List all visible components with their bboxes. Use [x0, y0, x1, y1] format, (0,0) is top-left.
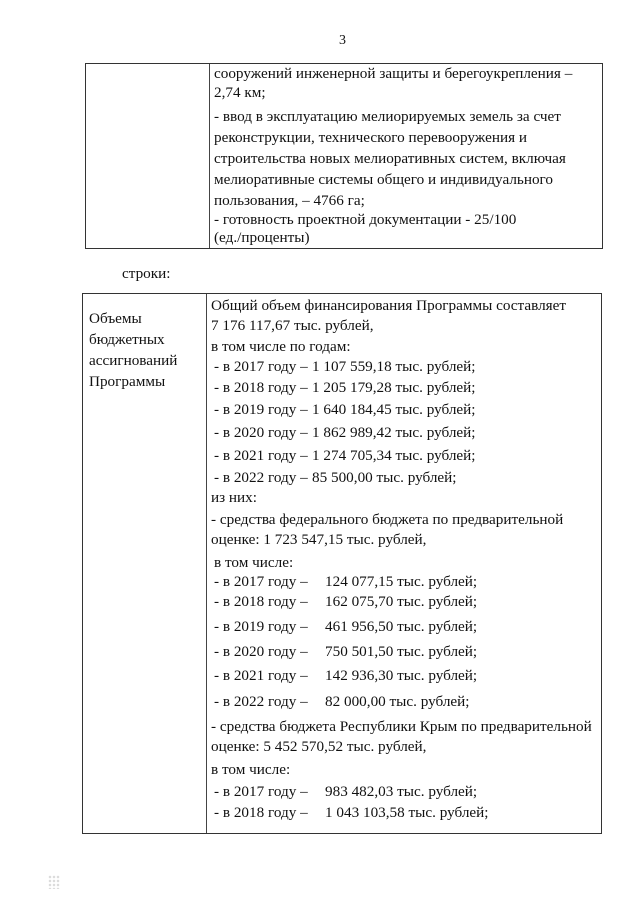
year-amount: 983 482,03 тыс. рублей;: [325, 783, 478, 800]
text-line: (ед./проценты): [214, 229, 310, 246]
federal-year-row: [214, 573, 477, 591]
year-label: - в 2020 году –: [214, 643, 308, 660]
scan-noise: [48, 875, 60, 889]
year-row: [214, 424, 476, 442]
year-amount: 1 107 559,18 тыс. рублей;: [312, 358, 476, 375]
year-label: - в 2020 году –: [214, 424, 308, 441]
table-left-cell-empty: [86, 64, 210, 248]
text-line: строительства новых мелиоративных систем, включая: [214, 150, 566, 167]
text-line: мелиоративные системы общего и индивидуального: [214, 171, 553, 188]
of-them-label: из них:: [211, 489, 257, 506]
table-budget-allocations: [82, 293, 602, 834]
year-label: - в 2018 году –: [214, 593, 308, 610]
row-label-line: ассигнований: [89, 352, 178, 369]
federal-year-row: [214, 643, 477, 661]
year-amount: 142 936,30 тыс. рублей;: [325, 667, 478, 684]
table-right-cell: [207, 294, 601, 833]
table-right-cell: [210, 64, 602, 248]
crimea-year-row: [214, 783, 477, 801]
row-label-line: Объемы: [89, 310, 142, 327]
year-label: - в 2018 году –: [214, 379, 308, 396]
intro-line: Общий объем финансирования Программы составляет: [211, 297, 567, 314]
intro-line: в том числе по годам:: [211, 338, 351, 355]
year-amount: 162 075,70 тыс. рублей;: [325, 593, 478, 610]
federal-year-row: [214, 593, 477, 611]
year-label: - в 2018 году –: [214, 804, 308, 821]
year-label: - в 2019 году –: [214, 618, 308, 635]
year-amount: 1 043 103,58 тыс. рублей;: [325, 804, 489, 821]
page-number: 3: [339, 33, 346, 48]
year-amount: 1 862 989,42 тыс. рублей;: [312, 424, 476, 441]
year-label: - в 2021 году –: [214, 447, 308, 464]
intro-line: 7 176 117,67 тыс. рублей,: [211, 317, 374, 334]
year-row: [214, 358, 476, 376]
crimea-line: - средства бюджета Республики Крым по предварительной: [211, 718, 592, 735]
text-line: - готовность проектной документации - 25/100: [214, 211, 517, 228]
year-amount: 124 077,15 тыс. рублей;: [325, 573, 478, 590]
caption-rows: строки:: [122, 265, 171, 282]
crimea-incl-label: в том числе:: [211, 761, 291, 778]
row-label-line: Программы: [89, 373, 166, 390]
year-label: - в 2017 году –: [214, 783, 308, 800]
year-label: - в 2019 году –: [214, 401, 308, 418]
federal-line: оценке: 1 723 547,15 тыс. рублей,: [211, 531, 427, 548]
year-amount: 1 274 705,34 тыс. рублей;: [312, 447, 476, 464]
year-amount: 461 956,50 тыс. рублей;: [325, 618, 478, 635]
federal-year-row: [214, 618, 477, 636]
table-left-cell: [83, 294, 207, 833]
text-line: 2,74 км;: [214, 84, 266, 101]
year-amount: 85 500,00 тыс. рублей;: [312, 469, 457, 486]
year-row: [214, 401, 476, 419]
text-line: - ввод в эксплуатацию мелиорируемых земель за счет: [214, 108, 561, 125]
year-label: - в 2017 году –: [214, 573, 308, 590]
year-amount: 1 640 184,45 тыс. рублей;: [312, 401, 476, 418]
row-label-line: бюджетных: [89, 331, 165, 348]
year-label: - в 2022 году –: [214, 693, 308, 710]
federal-line: - средства федерального бюджета по предварительной: [211, 511, 564, 528]
year-row: [214, 447, 476, 465]
year-label: - в 2017 году –: [214, 358, 308, 375]
text-line: пользования, – 4766 га;: [214, 192, 365, 209]
federal-incl-label: в том числе:: [214, 554, 294, 571]
text-line: сооружений инженерной защиты и берегоукрепления –: [214, 65, 573, 82]
table-continuation: [85, 63, 603, 249]
year-amount: 82 000,00 тыс. рублей;: [325, 693, 470, 710]
crimea-line: оценке: 5 452 570,52 тыс. рублей,: [211, 738, 427, 755]
year-label: - в 2021 году –: [214, 667, 308, 684]
text-line: реконструкции, технического перевооружения и: [214, 129, 527, 146]
year-row: [214, 469, 457, 487]
year-row: [214, 379, 476, 397]
year-label: - в 2022 году –: [214, 469, 308, 486]
year-amount: 1 205 179,28 тыс. рублей;: [312, 379, 476, 396]
year-amount: 750 501,50 тыс. рублей;: [325, 643, 478, 660]
federal-year-row: [214, 667, 477, 685]
federal-year-row: [214, 693, 470, 711]
crimea-year-row: [214, 804, 489, 822]
